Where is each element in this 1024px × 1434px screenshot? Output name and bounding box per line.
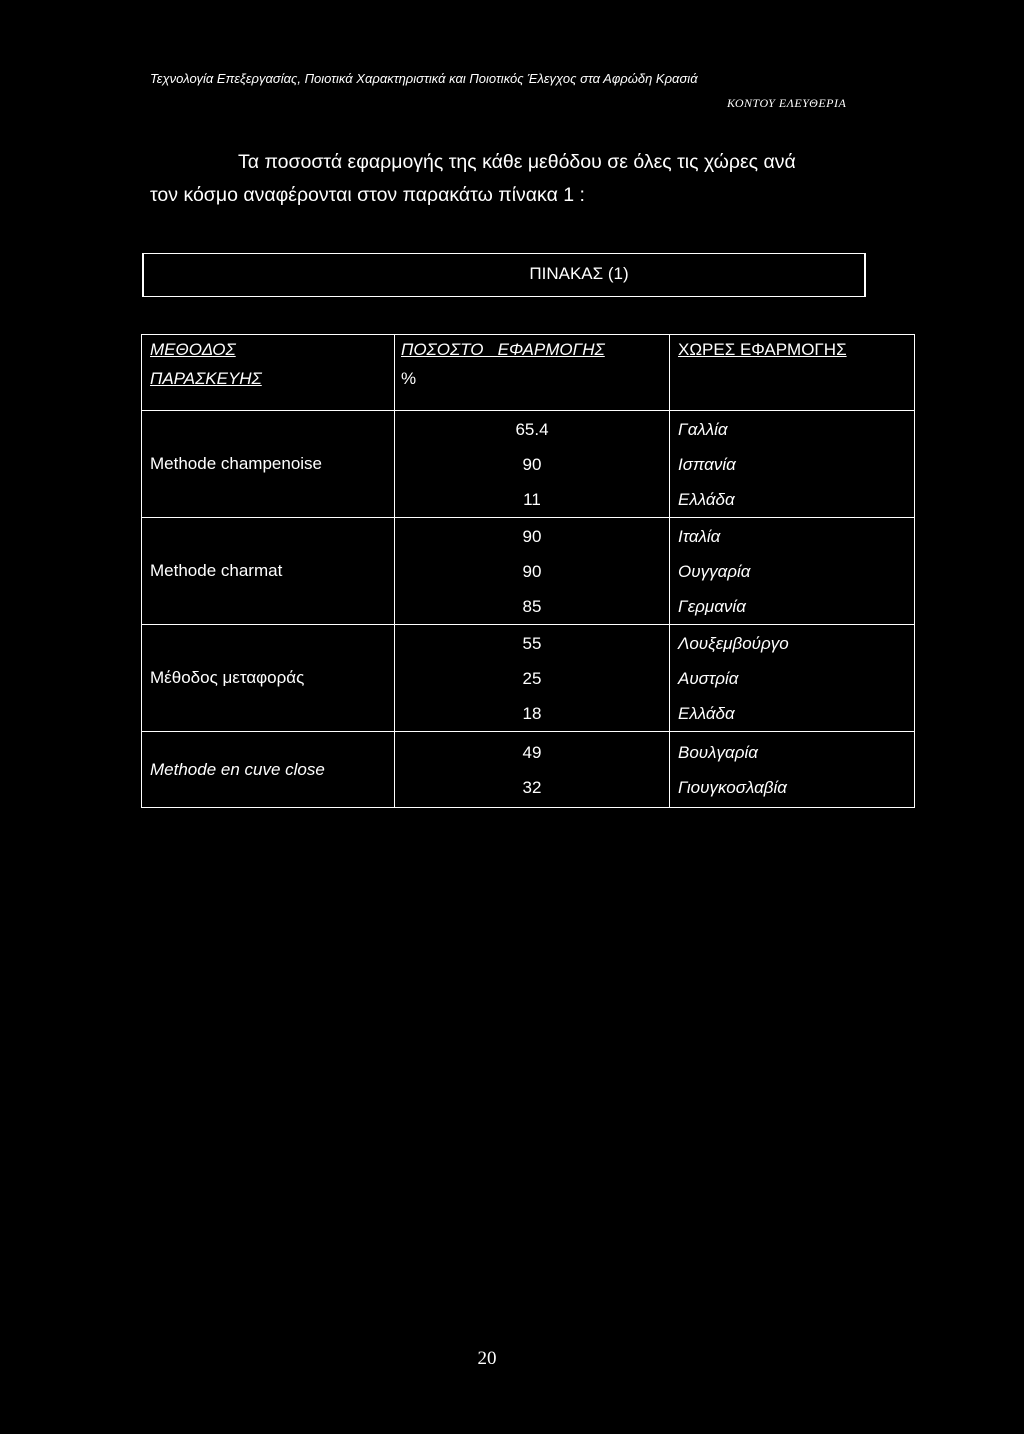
header-percent-line1: ΠΟΣΟΣΤΟ ΕΦΑΡΜΟΓΗΣ — [401, 340, 605, 359]
method-name: Methode en cuve close — [142, 732, 395, 808]
table-caption-box — [142, 253, 866, 297]
country-name: Ελλάδα — [678, 489, 735, 509]
percent-value: 18 — [522, 703, 542, 723]
intro-line-2: τον κόσμο αναφέρονται στον παρακάτω πίνακα 1 : — [150, 184, 585, 206]
header-method — [142, 335, 395, 411]
percent-value: 11 — [523, 489, 541, 509]
country-list — [670, 625, 915, 732]
percent-value: 25 — [522, 668, 542, 688]
method-name: Methode champenoise — [142, 411, 395, 518]
methods-table — [141, 334, 915, 808]
table-header-row — [142, 335, 915, 411]
country-name: Γιουγκοσλαβία — [678, 777, 787, 797]
country-name: Ελλάδα — [678, 703, 735, 723]
percent-value: 55 — [522, 633, 542, 653]
intro-line-1: Τα ποσοστά εφαρμογής της κάθε μεθόδου σε όλες τις χώρες ανά — [238, 151, 796, 173]
country-name: Ουγγαρία — [678, 561, 751, 581]
country-list — [670, 411, 915, 518]
method-name: Methode charmat — [142, 518, 395, 625]
country-list — [670, 518, 915, 625]
country-name: Γερμανία — [678, 596, 746, 616]
header-method-line2: ΠΑΡΑΣΚΕΥΗΣ — [150, 369, 262, 388]
country-name: Γαλλία — [678, 419, 728, 439]
page-number: 20 — [477, 1348, 497, 1369]
table-row — [142, 732, 915, 808]
percent-values — [395, 518, 670, 625]
table-row — [142, 518, 915, 625]
header-countries — [670, 335, 915, 411]
percent-value: 90 — [522, 561, 542, 581]
percent-value: 49 — [522, 742, 542, 762]
percent-value: 32 — [522, 777, 542, 797]
country-name: Λουξεμβούργο — [678, 633, 789, 653]
country-name: Ιταλία — [678, 526, 721, 546]
country-name: Ισπανία — [678, 454, 736, 474]
country-name: Αυστρία — [678, 668, 739, 688]
percent-values — [395, 625, 670, 732]
header-percent — [395, 335, 670, 411]
table-caption: ΠΙΝΑΚΑΣ (1) — [529, 264, 629, 283]
country-list — [670, 732, 915, 808]
country-name: Βουλγαρία — [678, 742, 758, 762]
percent-values — [395, 732, 670, 808]
method-name: Μέθοδος μεταφοράς — [142, 625, 395, 732]
percent-values — [395, 411, 670, 518]
table-row — [142, 625, 915, 732]
running-header-author: ΚΟΝΤΟΥ ΕΛΕΥΘΕΡΙΑ — [727, 96, 847, 110]
header-percent-line2: % — [401, 369, 417, 388]
percent-value: 90 — [522, 454, 542, 474]
header-countries-label: ΧΩΡΕΣ ΕΦΑΡΜΟΓΗΣ — [678, 340, 847, 359]
running-header-title: Τεχνολογία Επεξεργασίας, Ποιοτικά Χαρακτηριστικά και Ποιοτικός Έλεγχος στα Αφρώδη Κρασιά — [150, 71, 698, 86]
table-row — [142, 411, 915, 518]
percent-value: 90 — [522, 526, 542, 546]
header-method-line1: ΜΕΘΟΔΟΣ — [150, 340, 236, 359]
percent-value: 65.4 — [515, 419, 549, 439]
percent-value: 85 — [522, 596, 542, 616]
